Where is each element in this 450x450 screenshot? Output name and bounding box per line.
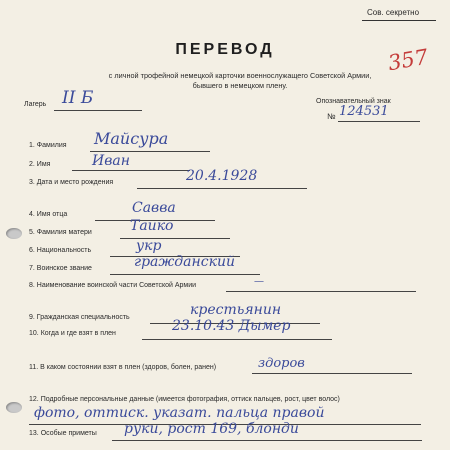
field-label-text: Фамилия — [36, 142, 67, 149]
punch-hole — [6, 402, 22, 413]
field-label-text: Гражданская специальность — [36, 314, 130, 321]
field-number: 5. — [29, 229, 35, 236]
field-number: 7. — [29, 265, 35, 272]
document-title: ПЕРЕВОД — [175, 41, 275, 58]
field-condition-underline — [252, 373, 412, 374]
field-father-label — [29, 211, 67, 218]
field-nationality-label — [29, 247, 91, 254]
tag-value: 124531 — [339, 104, 389, 119]
field-number: 12. — [29, 396, 39, 403]
field-nationality-value: укр — [136, 238, 162, 254]
field-marks-label — [29, 430, 97, 437]
field-rank-label — [29, 265, 92, 272]
tag-underline — [338, 121, 420, 122]
classification-underline — [362, 20, 436, 21]
field-label-text: Дата и место рождения — [36, 179, 114, 186]
field-marks-underline — [112, 440, 422, 441]
field-name-underline — [72, 170, 190, 171]
field-unit-label — [29, 282, 196, 289]
field-number: 13. — [29, 430, 39, 437]
field-surname-label — [29, 142, 67, 149]
field-label-text: В каком состоянии взят в плен (здоров, болен, ранен) — [40, 364, 217, 371]
classification-stamp: Сов. секретно — [367, 8, 420, 17]
camp-underline — [54, 110, 142, 111]
field-condition-value: здоров — [258, 356, 305, 371]
field-number: 9. — [29, 314, 35, 321]
camp-label: Лагерь — [24, 101, 47, 108]
field-captured-value: 23.10.43 Дымер — [172, 318, 291, 334]
field-unit-value: — — [254, 276, 264, 287]
field-profession-label — [29, 314, 130, 321]
field-label-text: Наименование воинской части Советской Армии — [36, 282, 197, 289]
field-profession-value: крестьянин — [190, 302, 282, 318]
field-captured-underline — [142, 339, 332, 340]
field-label-text: Национальность — [36, 247, 92, 254]
field-personal-label — [29, 396, 340, 403]
field-label-text: Когда и где взят в плен — [40, 330, 116, 337]
punch-hole — [6, 228, 22, 239]
field-name-value: Иван — [92, 153, 130, 169]
field-number: 11. — [29, 364, 39, 371]
field-marks-value: руки, рост 169, блонди — [124, 421, 299, 437]
field-mother-value: Таико — [130, 218, 174, 234]
page-number: 357 — [386, 44, 430, 76]
field-label-text: Особые приметы — [40, 430, 97, 437]
field-number: 8. — [29, 282, 35, 289]
subtitle-line-1: с личной трофейной немецкой карточки военнослужащего Советской Армии, — [108, 71, 372, 80]
field-mother-label — [29, 229, 92, 236]
field-number: 3. — [29, 179, 35, 186]
field-surname-underline — [90, 151, 210, 152]
field-name-label — [29, 161, 50, 168]
field-rank-underline — [110, 274, 260, 275]
field-surname-value: Майсура — [94, 129, 169, 148]
field-label-text: Имя отца — [36, 211, 68, 218]
field-birth-value: 20.4.1928 — [186, 168, 258, 184]
field-number: 4. — [29, 211, 35, 218]
field-captured-label — [29, 330, 116, 337]
field-condition-label — [29, 364, 216, 371]
tag-number-sign: № — [327, 112, 336, 121]
field-number: 10. — [29, 330, 39, 337]
field-number: 6. — [29, 247, 35, 254]
camp-value: II Б — [62, 88, 94, 108]
subtitle-line-2: бывшего в немецком плену. — [192, 81, 288, 90]
field-label-text: Фамилия матери — [36, 229, 92, 236]
field-number: 2. — [29, 161, 35, 168]
field-label-text: Подробные персональные данные (имеется фотография, оттиск пальцев, рост, цвет волос) — [40, 396, 340, 403]
field-number: 1. — [29, 142, 35, 149]
field-unit-underline — [226, 291, 416, 292]
field-birth-underline — [137, 188, 307, 189]
field-father-value: Савва — [132, 200, 176, 216]
field-personal-value: фото, оттиск. указат. пальца правой — [34, 405, 325, 421]
field-label-text: Воинское звание — [36, 265, 92, 272]
field-birth-label — [29, 179, 113, 186]
tag-label: Опознавательный знак — [316, 98, 391, 105]
field-label-text: Имя — [36, 161, 51, 168]
document-subtitle — [40, 71, 440, 91]
field-rank-value: гражданский — [134, 254, 235, 270]
